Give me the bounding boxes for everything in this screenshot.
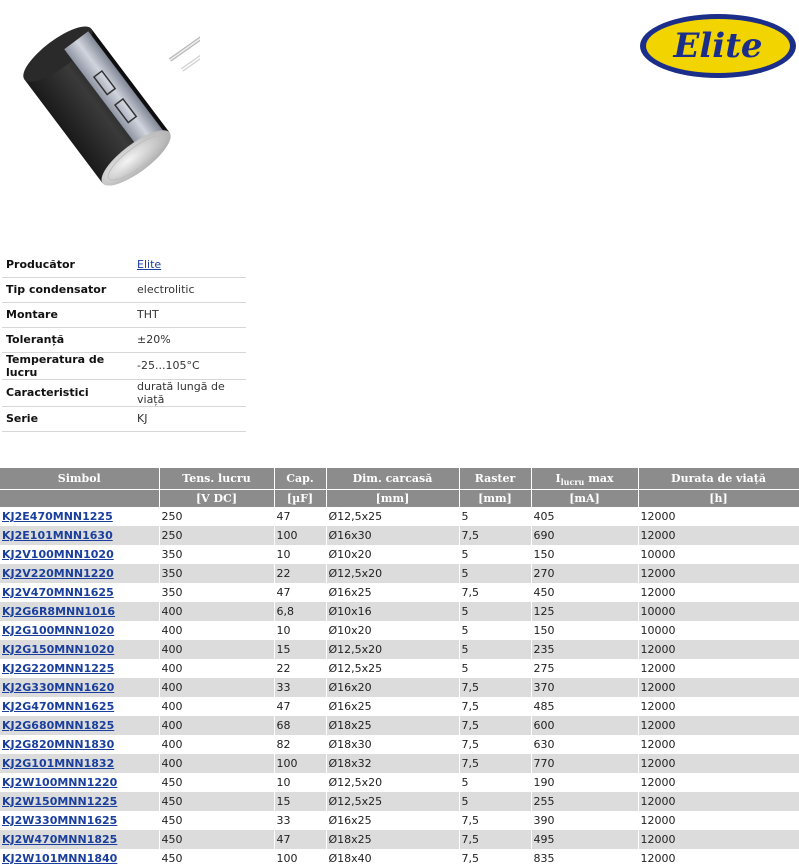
cell-dimensions: Ø18x25 <box>326 716 459 735</box>
col-header-current: $I_{lucru}$ max <box>531 468 638 489</box>
cell-voltage: 400 <box>159 621 274 640</box>
cell-voltage: 350 <box>159 545 274 564</box>
cell-symbol <box>0 697 159 716</box>
cell-current: 125 <box>531 602 638 621</box>
cell-raster: 7,5 <box>459 678 531 697</box>
cell-lifetime: 12000 <box>638 678 799 697</box>
cell-lifetime: 10000 <box>638 545 799 564</box>
col-header-raster: Raster <box>459 468 531 489</box>
cell-voltage: 400 <box>159 640 274 659</box>
table-row <box>0 640 799 659</box>
cell-capacitance: 33 <box>274 811 326 830</box>
cell-capacitance: 68 <box>274 716 326 735</box>
cell-capacitance: 10 <box>274 773 326 792</box>
cell-symbol <box>0 526 159 545</box>
cell-current: 235 <box>531 640 638 659</box>
parameters-table <box>2 252 246 432</box>
col-header-symbol: Simbol <box>0 468 159 489</box>
cell-current: 390 <box>531 811 638 830</box>
cell-raster: 7,5 <box>459 716 531 735</box>
param-row <box>2 379 246 406</box>
cell-lifetime: 12000 <box>638 716 799 735</box>
cell-current: 835 <box>531 849 638 868</box>
product-link[interactable]: KJ2G470MNN1625 <box>2 700 115 713</box>
cell-raster: 7,5 <box>459 754 531 773</box>
product-link[interactable]: KJ2G101MNN1832 <box>2 757 115 770</box>
cell-symbol <box>0 545 159 564</box>
table-row <box>0 754 799 773</box>
cell-symbol <box>0 773 159 792</box>
param-row <box>2 302 246 327</box>
product-link[interactable]: KJ2W470MNN1825 <box>2 833 118 846</box>
param-value-cell <box>133 252 246 277</box>
param-value: -25...105°C <box>133 352 246 379</box>
product-link[interactable]: KJ2G680MNN1825 <box>2 719 115 732</box>
products-table <box>0 468 799 868</box>
cell-current: 770 <box>531 754 638 773</box>
table-row <box>0 602 799 621</box>
table-row <box>0 735 799 754</box>
cell-current: 275 <box>531 659 638 678</box>
product-link[interactable]: KJ2G220MNN1225 <box>2 662 115 675</box>
table-row <box>0 830 799 849</box>
cell-capacitance: 6,8 <box>274 602 326 621</box>
cell-voltage: 400 <box>159 716 274 735</box>
cell-capacitance: 15 <box>274 792 326 811</box>
cell-voltage: 350 <box>159 564 274 583</box>
cell-lifetime: 12000 <box>638 735 799 754</box>
capacitor-product-image <box>0 0 200 200</box>
param-label: Serie <box>2 406 133 431</box>
cell-symbol <box>0 640 159 659</box>
param-value: ±20% <box>133 327 246 352</box>
param-value: durată lungă de viață <box>133 379 246 406</box>
unit-current: [mA] <box>531 489 638 507</box>
cell-symbol <box>0 735 159 754</box>
cell-capacitance: 100 <box>274 754 326 773</box>
cell-current: 495 <box>531 830 638 849</box>
cell-voltage: 400 <box>159 659 274 678</box>
cell-raster: 5 <box>459 545 531 564</box>
product-link[interactable]: KJ2W100MNN1220 <box>2 776 118 789</box>
cell-capacitance: 82 <box>274 735 326 754</box>
unit-capacitance: [µF] <box>274 489 326 507</box>
table-row <box>0 792 799 811</box>
cell-raster: 5 <box>459 792 531 811</box>
cell-dimensions: Ø18x25 <box>326 830 459 849</box>
cell-dimensions: Ø10x20 <box>326 545 459 564</box>
cell-current: 255 <box>531 792 638 811</box>
cell-symbol <box>0 849 159 868</box>
cell-lifetime: 10000 <box>638 621 799 640</box>
product-link[interactable]: KJ2V220MNN1220 <box>2 567 114 580</box>
product-link[interactable]: KJ2V100MNN1020 <box>2 548 114 561</box>
product-link[interactable]: KJ2E101MNN1630 <box>2 529 113 542</box>
param-value: electrolitic <box>133 277 246 302</box>
param-label: Tip condensator <box>2 277 133 302</box>
cell-current: 190 <box>531 773 638 792</box>
cell-capacitance: 15 <box>274 640 326 659</box>
manufacturer-link[interactable]: Elite <box>137 257 162 271</box>
cell-lifetime: 12000 <box>638 659 799 678</box>
cell-capacitance: 22 <box>274 564 326 583</box>
table-row <box>0 526 799 545</box>
cell-current: 150 <box>531 545 638 564</box>
param-row <box>2 252 246 277</box>
cell-capacitance: 22 <box>274 659 326 678</box>
param-label: Toleranță <box>2 327 133 352</box>
cell-voltage: 250 <box>159 507 274 526</box>
cell-dimensions: Ø18x30 <box>326 735 459 754</box>
cell-raster: 7,5 <box>459 583 531 602</box>
product-link[interactable]: KJ2V470MNN1625 <box>2 586 114 599</box>
table-row <box>0 564 799 583</box>
product-link[interactable]: KJ2G150MNN1020 <box>2 643 115 656</box>
cell-dimensions: Ø16x30 <box>326 526 459 545</box>
cell-symbol <box>0 830 159 849</box>
table-row <box>0 507 799 526</box>
param-row <box>2 406 246 431</box>
cell-raster: 5 <box>459 773 531 792</box>
cell-voltage: 450 <box>159 849 274 868</box>
cell-lifetime: 12000 <box>638 849 799 868</box>
cell-symbol <box>0 507 159 526</box>
cell-voltage: 400 <box>159 678 274 697</box>
cell-dimensions: Ø16x20 <box>326 678 459 697</box>
cell-symbol <box>0 659 159 678</box>
cell-raster: 7,5 <box>459 849 531 868</box>
product-link[interactable]: KJ2W330MNN1625 <box>2 814 118 827</box>
product-link[interactable]: KJ2G100MNN1020 <box>2 624 115 637</box>
cell-lifetime: 12000 <box>638 754 799 773</box>
cell-raster: 5 <box>459 602 531 621</box>
cell-raster: 5 <box>459 507 531 526</box>
cell-lifetime: 12000 <box>638 564 799 583</box>
table-row <box>0 697 799 716</box>
cell-lifetime: 12000 <box>638 830 799 849</box>
cell-raster: 7,5 <box>459 830 531 849</box>
cell-lifetime: 12000 <box>638 507 799 526</box>
product-link[interactable]: KJ2E470MNN1225 <box>2 510 113 524</box>
cell-dimensions: Ø12,5x25 <box>326 659 459 678</box>
cell-dimensions: Ø12,5x20 <box>326 773 459 792</box>
cell-voltage: 250 <box>159 526 274 545</box>
cell-dimensions: Ø10x20 <box>326 621 459 640</box>
cell-raster: 7,5 <box>459 526 531 545</box>
cell-raster: 7,5 <box>459 811 531 830</box>
col-header-dimensions: Dim. carcasă <box>326 468 459 489</box>
product-link[interactable]: KJ2W101MNN1840 <box>2 852 118 865</box>
cell-dimensions: Ø12,5x25 <box>326 507 459 526</box>
product-link[interactable]: KJ2G6R8MNN1016 <box>2 605 116 618</box>
cell-current: 450 <box>531 583 638 602</box>
cell-dimensions: Ø12,5x25 <box>326 792 459 811</box>
cell-lifetime: 12000 <box>638 526 799 545</box>
cell-capacitance: 10 <box>274 545 326 564</box>
cell-current: 150 <box>531 621 638 640</box>
table-row <box>0 621 799 640</box>
cell-symbol <box>0 621 159 640</box>
param-label: Caracteristici <box>2 379 133 406</box>
cell-voltage: 400 <box>159 735 274 754</box>
cell-symbol <box>0 716 159 735</box>
cell-dimensions: Ø16x25 <box>326 583 459 602</box>
table-row <box>0 773 799 792</box>
cell-raster: 5 <box>459 659 531 678</box>
cell-current: 600 <box>531 716 638 735</box>
param-value: KJ <box>133 406 246 431</box>
cell-current: 405 <box>531 507 638 526</box>
elite-logo <box>638 12 798 80</box>
cell-lifetime: 12000 <box>638 792 799 811</box>
table-row <box>0 678 799 697</box>
cell-capacitance: 33 <box>274 678 326 697</box>
cell-dimensions: Ø12,5x20 <box>326 640 459 659</box>
cell-raster: 7,5 <box>459 697 531 716</box>
cell-dimensions: Ø16x25 <box>326 697 459 716</box>
cell-current: 485 <box>531 697 638 716</box>
table-row <box>0 811 799 830</box>
cell-dimensions: Ø18x40 <box>326 849 459 868</box>
cell-current: 630 <box>531 735 638 754</box>
table-row <box>0 583 799 602</box>
unit-voltage: [V DC] <box>159 489 274 507</box>
header-row <box>0 468 799 489</box>
cell-lifetime: 12000 <box>638 697 799 716</box>
cell-voltage: 450 <box>159 792 274 811</box>
col-header-lifetime: Durata de viață <box>638 468 799 489</box>
logo-text: Elite <box>673 26 763 66</box>
product-link[interactable]: KJ2G820MNN1830 <box>2 738 115 751</box>
unit-lifetime: [h] <box>638 489 799 507</box>
table-row <box>0 716 799 735</box>
cell-raster: 5 <box>459 621 531 640</box>
param-row <box>2 352 246 379</box>
cell-symbol <box>0 678 159 697</box>
cell-symbol <box>0 602 159 621</box>
cell-voltage: 400 <box>159 697 274 716</box>
param-label: Temperatura de lucru <box>2 352 133 379</box>
units-row <box>0 489 799 507</box>
cell-dimensions: Ø18x32 <box>326 754 459 773</box>
cell-lifetime: 12000 <box>638 640 799 659</box>
cell-symbol <box>0 792 159 811</box>
cell-capacitance: 47 <box>274 507 326 526</box>
cell-capacitance: 47 <box>274 697 326 716</box>
param-label: Montare <box>2 302 133 327</box>
table-row <box>0 849 799 868</box>
cell-lifetime: 10000 <box>638 602 799 621</box>
param-label: Producător <box>2 252 133 277</box>
cell-voltage: 400 <box>159 754 274 773</box>
cell-dimensions: Ø12,5x20 <box>326 564 459 583</box>
cell-voltage: 450 <box>159 830 274 849</box>
cell-symbol <box>0 754 159 773</box>
cell-capacitance: 100 <box>274 526 326 545</box>
cell-voltage: 450 <box>159 811 274 830</box>
cell-lifetime: 12000 <box>638 773 799 792</box>
param-row <box>2 327 246 352</box>
table-row <box>0 659 799 678</box>
cell-symbol <box>0 583 159 602</box>
cell-raster: 5 <box>459 564 531 583</box>
unit-dimensions: [mm] <box>326 489 459 507</box>
cell-capacitance: 47 <box>274 830 326 849</box>
col-header-voltage: Tens. lucru <box>159 468 274 489</box>
cell-lifetime: 12000 <box>638 811 799 830</box>
cell-raster: 5 <box>459 640 531 659</box>
cell-symbol <box>0 564 159 583</box>
product-link[interactable]: KJ2G330MNN1620 <box>2 681 115 694</box>
cell-symbol <box>0 811 159 830</box>
cell-capacitance: 100 <box>274 849 326 868</box>
cell-dimensions: Ø16x25 <box>326 811 459 830</box>
unit-raster: [mm] <box>459 489 531 507</box>
cell-current: 370 <box>531 678 638 697</box>
cell-lifetime: 12000 <box>638 583 799 602</box>
table-row <box>0 545 799 564</box>
cell-capacitance: 47 <box>274 583 326 602</box>
cell-capacitance: 10 <box>274 621 326 640</box>
cell-raster: 7,5 <box>459 735 531 754</box>
param-value: THT <box>133 302 246 327</box>
product-link[interactable]: KJ2W150MNN1225 <box>2 795 118 808</box>
cell-current: 270 <box>531 564 638 583</box>
cell-voltage: 350 <box>159 583 274 602</box>
col-header-capacitance: Cap. <box>274 468 326 489</box>
unit-symbol <box>0 489 159 507</box>
cell-dimensions: Ø10x16 <box>326 602 459 621</box>
cell-voltage: 450 <box>159 773 274 792</box>
param-row <box>2 277 246 302</box>
cell-voltage: 400 <box>159 602 274 621</box>
cell-current: 690 <box>531 526 638 545</box>
